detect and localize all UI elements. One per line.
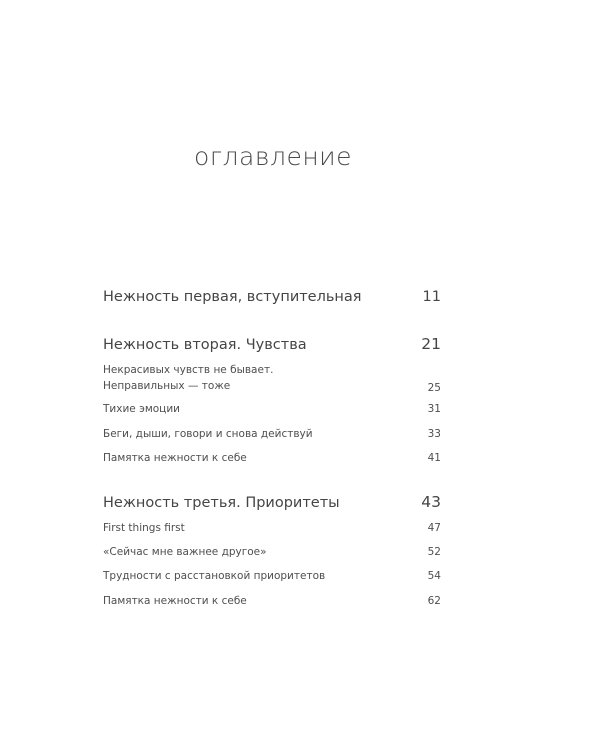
toc-page-number: 43 bbox=[421, 493, 441, 511]
toc-entry-label: Нежность первая, вступительная bbox=[103, 289, 362, 305]
toc-section bbox=[103, 544, 441, 560]
toc-entry-label: Некрасивых чувств не бывает. Неправильных — тоже bbox=[103, 364, 274, 392]
toc-page-number: 25 bbox=[427, 382, 441, 394]
toc-entry-label: Тихие эмоции bbox=[103, 403, 180, 415]
toc-page-number: 47 bbox=[427, 522, 441, 534]
toc-section bbox=[103, 426, 441, 442]
toc-chapter-1 bbox=[103, 289, 441, 305]
toc-entry-label: Памятка нежности к себе bbox=[103, 595, 247, 607]
toc-page-number: 33 bbox=[427, 428, 441, 440]
toc-entry-label: Нежность вторая. Чувства bbox=[103, 337, 307, 353]
toc-section bbox=[103, 401, 441, 417]
toc-entry-label: Беги, дыши, говори и снова действуй bbox=[103, 428, 313, 440]
toc-section bbox=[103, 362, 441, 394]
toc-entry-label: «Сейчас мне важнее другое» bbox=[103, 546, 267, 558]
toc-page-number: 52 bbox=[427, 546, 441, 558]
toc-section bbox=[103, 568, 441, 584]
toc-entry-label: First things first bbox=[103, 522, 185, 534]
toc-section bbox=[103, 450, 441, 466]
toc-entry-label: Трудности с расстановкой приоритетов bbox=[103, 570, 326, 582]
toc-chapter-2 bbox=[103, 335, 441, 353]
toc-entry-label: Памятка нежности к себе bbox=[103, 452, 247, 464]
toc-page-number: 54 bbox=[427, 570, 441, 582]
toc-section bbox=[103, 593, 441, 609]
toc-entry-label: Нежность третья. Приоритеты bbox=[103, 495, 340, 511]
toc-page-number: 31 bbox=[427, 403, 441, 415]
toc-chapter-3 bbox=[103, 493, 441, 511]
toc-page-number: 21 bbox=[421, 335, 441, 353]
toc-page-number: 11 bbox=[422, 289, 441, 305]
toc-title: оглавление bbox=[193, 142, 353, 171]
toc-page-number: 62 bbox=[427, 595, 441, 607]
toc-page-number: 41 bbox=[427, 452, 441, 464]
toc-section bbox=[103, 520, 441, 536]
